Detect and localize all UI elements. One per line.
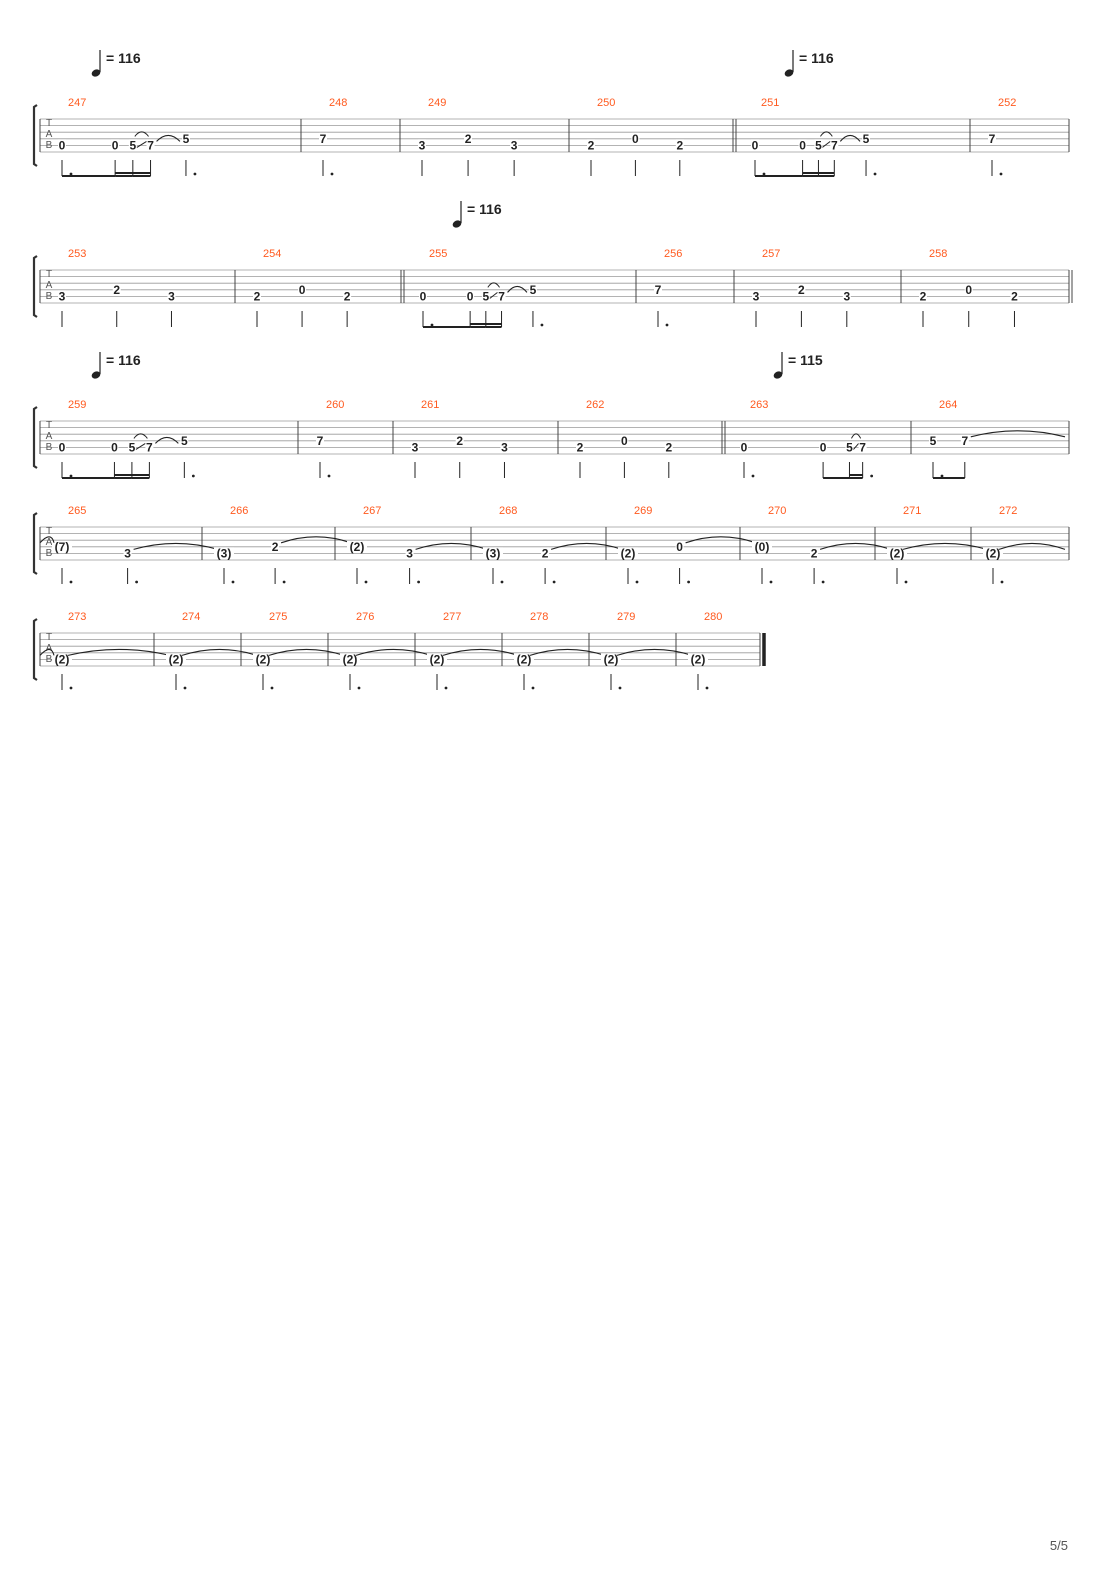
fret-number: 7 — [498, 289, 505, 304]
tab-system — [34, 201, 1072, 327]
rhythm-dot — [328, 475, 331, 478]
rhythm-dot — [70, 687, 73, 690]
rhythm-dot — [870, 475, 873, 478]
rhythm-dot — [1000, 173, 1003, 176]
fret-number: 2 — [456, 433, 464, 448]
fret-number: 0 — [466, 289, 474, 304]
rhythm-dot — [184, 687, 187, 690]
tab-clef-letter: T — [45, 526, 53, 537]
system-bracket — [34, 105, 37, 166]
rhythm-dot — [941, 475, 944, 478]
fret-number: 3 — [843, 289, 851, 304]
measure-number: 280 — [704, 611, 723, 623]
tab-note — [40, 649, 170, 690]
rhythm-dot — [431, 324, 434, 327]
tab-clef-letter: T — [45, 118, 53, 129]
tab-note — [887, 543, 987, 584]
measure-number: 251 — [761, 97, 780, 109]
tab-note — [601, 649, 692, 690]
tab-clef-letter: B — [45, 442, 53, 453]
tab-note — [253, 649, 344, 690]
fret-number: 2 — [343, 289, 351, 304]
tie-arc — [840, 135, 860, 141]
tab-note — [113, 283, 121, 327]
tab-note — [688, 652, 708, 690]
measure-number: 268 — [499, 505, 518, 517]
tab-system — [34, 611, 764, 690]
fret-number: 2 — [798, 282, 805, 297]
measure-number: 266 — [230, 505, 249, 517]
tab-note — [498, 286, 527, 327]
tab-note — [271, 537, 351, 584]
fret-number: 2 — [1011, 289, 1018, 304]
measure-number: 248 — [329, 97, 348, 109]
tab-system — [34, 50, 1069, 176]
tab-note — [214, 546, 234, 584]
fret-number: 3 — [168, 289, 175, 304]
fret-number: 7 — [830, 138, 838, 153]
fret-number: 2 — [919, 289, 927, 304]
measure-number: 249 — [428, 97, 447, 109]
tie-arc — [971, 431, 1065, 437]
fret-number: 3 — [510, 138, 518, 153]
tab-note — [124, 543, 218, 584]
tab-note — [541, 543, 622, 584]
measure-number: 255 — [429, 248, 448, 260]
tab-note — [1010, 289, 1018, 327]
fret-number: 3 — [411, 440, 419, 455]
tab-note — [500, 440, 508, 478]
tab-clef-letter: T — [45, 632, 53, 643]
rhythm-dot — [553, 581, 556, 584]
fret-number: 2 — [665, 440, 673, 455]
fret-number: 0 — [819, 440, 827, 455]
measure-number: 267 — [363, 505, 382, 517]
system-bracket — [34, 407, 37, 468]
fret-number: 7 — [859, 440, 866, 455]
tab-note — [665, 440, 673, 478]
measure-number: 261 — [421, 399, 440, 411]
tempo-value: = 116 — [106, 50, 141, 66]
tab-clef-letter: A — [45, 431, 53, 442]
fret-number: 7 — [316, 433, 324, 448]
rhythm-dot — [619, 687, 622, 690]
tempo-value: = 116 — [106, 352, 141, 368]
measure-number: 274 — [182, 611, 201, 623]
tab-note — [587, 138, 595, 176]
rhythm-dot — [770, 581, 773, 584]
measure-number: 250 — [597, 97, 616, 109]
fret-number: 5 — [128, 440, 136, 455]
tab-note — [843, 289, 851, 327]
tie-arc — [157, 135, 180, 141]
fret-number: 0 — [676, 539, 683, 554]
tab-clef-letter: B — [45, 140, 53, 151]
rhythm-dot — [70, 581, 73, 584]
fret-number: 3 — [418, 138, 426, 153]
fret-number: 0 — [58, 440, 66, 455]
tab-note — [983, 543, 1065, 584]
measure-number: 278 — [530, 611, 549, 623]
rhythm-dot — [365, 581, 368, 584]
rhythm-dot — [192, 475, 195, 478]
fret-number: 0 — [298, 282, 306, 297]
tab-note — [418, 138, 426, 176]
measure-number: 256 — [664, 248, 683, 260]
rhythm-dot — [358, 687, 361, 690]
rhythm-dot — [283, 581, 286, 584]
rhythm-dot — [541, 324, 544, 327]
tempo-marking — [783, 50, 833, 78]
tab-note — [859, 440, 873, 478]
fret-number: (7) — [54, 539, 70, 554]
tab-note — [253, 289, 261, 327]
tab-note — [752, 540, 772, 584]
tab-clef-letter: T — [45, 269, 53, 280]
rhythm-dot — [666, 324, 669, 327]
fret-number: 2 — [464, 131, 472, 146]
measure-number: 253 — [68, 248, 87, 260]
fret-number: 2 — [810, 546, 818, 561]
tab-note — [167, 289, 175, 327]
rhythm-dot — [687, 581, 690, 584]
tab-clef-letter: A — [45, 129, 53, 140]
rhythm-dot — [445, 687, 448, 690]
tab-clef-letter: B — [45, 291, 53, 302]
tab-system — [34, 505, 1069, 584]
tempo-value: = 116 — [467, 201, 502, 217]
tab-note — [830, 135, 860, 176]
rhythm-dot — [501, 581, 504, 584]
fret-number: (2) — [349, 539, 365, 554]
measure-number: 273 — [68, 611, 87, 623]
fret-number: 5 — [929, 433, 937, 448]
tab-clef-letter: A — [45, 643, 53, 654]
fret-number: 0 — [751, 138, 759, 153]
slide-line — [853, 443, 858, 449]
tab-system — [34, 352, 1069, 478]
system-bracket — [34, 619, 37, 680]
measure-number: 271 — [903, 505, 922, 517]
rhythm-dot — [1001, 581, 1004, 584]
fret-number: (2) — [603, 652, 619, 667]
slide-line — [822, 141, 830, 147]
measure-number: 264 — [939, 399, 958, 411]
fret-number: 3 — [406, 546, 413, 561]
fret-number: (2) — [516, 652, 532, 667]
tab-note — [810, 543, 891, 584]
fret-number: (2) — [620, 546, 636, 561]
fret-number: 3 — [752, 289, 760, 304]
tab-note — [676, 537, 756, 584]
tab-note — [965, 283, 973, 327]
measure-number: 258 — [929, 248, 948, 260]
tempo-value: = 116 — [799, 50, 834, 66]
fret-number: 0 — [965, 282, 973, 297]
rhythm-dot — [70, 475, 73, 478]
page-number: 5/5 — [1049, 1538, 1068, 1553]
fret-number: (0) — [754, 539, 770, 554]
fret-number: 5 — [182, 131, 190, 146]
tab-note — [797, 283, 805, 327]
tab-note — [740, 440, 754, 478]
measure-number: 257 — [762, 248, 781, 260]
fret-number: (2) — [889, 546, 905, 561]
fret-number: 5 — [129, 138, 137, 153]
tab-note — [456, 434, 464, 478]
measure-number: 252 — [998, 97, 1017, 109]
slide-line — [490, 292, 498, 298]
fret-number: 0 — [740, 440, 748, 455]
tab-note — [58, 289, 66, 327]
fret-number: 2 — [576, 440, 584, 455]
tab-note — [510, 138, 518, 176]
fret-number: 2 — [541, 546, 549, 561]
rhythm-dot — [752, 475, 755, 478]
fret-number: 2 — [587, 138, 595, 153]
fret-number: (2) — [429, 652, 445, 667]
fret-number: 3 — [124, 546, 131, 561]
tab-note — [919, 289, 927, 327]
rhythm-dot — [636, 581, 639, 584]
fret-number: (2) — [690, 652, 706, 667]
rhythm-dot — [706, 687, 709, 690]
tempo-marking — [90, 352, 140, 380]
fret-number: 5 — [482, 289, 490, 304]
tempo-marking — [772, 352, 822, 380]
measure-number: 247 — [68, 97, 87, 109]
measure-number: 279 — [617, 611, 636, 623]
fret-number: 5 — [846, 440, 853, 455]
tab-note — [411, 440, 419, 478]
rhythm-dot — [874, 173, 877, 176]
tab-note — [483, 546, 503, 584]
tab-note — [298, 283, 306, 327]
tab-note — [576, 440, 584, 478]
fret-number: 0 — [111, 440, 118, 455]
fret-number: 0 — [419, 289, 427, 304]
fret-number: 2 — [676, 138, 684, 153]
fret-number: 0 — [799, 138, 806, 153]
tab-note — [347, 540, 367, 584]
tab-note — [620, 434, 628, 478]
fret-number: 0 — [632, 131, 639, 146]
tab-note — [340, 649, 431, 690]
tab-note — [427, 649, 518, 690]
fret-number: 3 — [501, 440, 508, 455]
tab-note — [147, 135, 180, 176]
tab-note — [406, 543, 487, 584]
tab-note — [752, 289, 760, 327]
measure-number: 265 — [68, 505, 87, 517]
fret-number: (2) — [985, 546, 1001, 561]
tab-note — [631, 132, 639, 176]
fret-number: 2 — [113, 282, 121, 297]
tab-note — [751, 138, 803, 176]
fret-number: 2 — [271, 539, 279, 554]
measure-number: 260 — [326, 399, 345, 411]
fret-number: (2) — [342, 652, 358, 667]
tab-note — [145, 437, 178, 478]
tab-clef-letter: B — [45, 654, 53, 665]
rhythm-dot — [271, 687, 274, 690]
fret-number: (2) — [255, 652, 271, 667]
fret-number: (2) — [54, 652, 70, 667]
tab-note — [514, 649, 605, 690]
tempo-marking — [451, 201, 501, 229]
system-bracket — [34, 513, 37, 574]
rhythm-dot — [232, 581, 235, 584]
measure-number: 259 — [68, 399, 87, 411]
tab-note — [58, 138, 115, 176]
measure-number: 269 — [634, 505, 653, 517]
fret-number: 7 — [146, 440, 153, 455]
tab-clef-letter: T — [45, 420, 53, 431]
measure-number: 254 — [263, 248, 282, 260]
rhythm-dot — [532, 687, 535, 690]
tab-note — [343, 289, 351, 327]
slide-line — [137, 141, 147, 147]
measure-number: 276 — [356, 611, 375, 623]
tab-note — [419, 289, 470, 327]
fret-number: (3) — [216, 546, 232, 561]
fret-number: 7 — [654, 282, 662, 297]
measure-number: 270 — [768, 505, 787, 517]
measure-number: 277 — [443, 611, 462, 623]
measure-number: 275 — [269, 611, 288, 623]
tab-note — [464, 132, 472, 176]
fret-number: 5 — [180, 433, 188, 448]
rhythm-dot — [417, 581, 420, 584]
rhythm-dot — [70, 173, 73, 176]
tab-note — [166, 649, 257, 690]
rhythm-dot — [763, 173, 766, 176]
slide-line — [136, 443, 145, 449]
measure-number: 262 — [586, 399, 605, 411]
tab-note — [58, 440, 114, 478]
tab-note — [618, 546, 638, 584]
rhythm-dot — [194, 173, 197, 176]
tab-note — [676, 138, 684, 176]
fret-number: 5 — [815, 138, 822, 153]
fret-number: 7 — [988, 131, 996, 146]
fret-number: 3 — [58, 289, 66, 304]
fret-number: 5 — [862, 131, 870, 146]
fret-number: 5 — [529, 282, 537, 297]
fret-number: 0 — [621, 433, 628, 448]
measure-number: 263 — [750, 399, 769, 411]
rhythm-dot — [905, 581, 908, 584]
tab-clef-letter: A — [45, 280, 53, 291]
tab-clef-letter: A — [45, 537, 53, 548]
fret-number: 0 — [58, 138, 66, 153]
tempo-marking — [90, 50, 140, 78]
fret-number: 2 — [253, 289, 261, 304]
system-bracket — [34, 256, 37, 317]
fret-number: 7 — [147, 138, 154, 153]
rhythm-dot — [135, 581, 138, 584]
tempo-value: = 115 — [788, 352, 823, 368]
tab-note — [819, 440, 849, 478]
rhythm-dot — [331, 173, 334, 176]
tab-clef-letter: B — [45, 548, 53, 559]
fret-number: 7 — [961, 433, 969, 448]
fret-number: 7 — [319, 131, 327, 146]
fret-number: (2) — [168, 652, 184, 667]
fret-number: (3) — [485, 546, 501, 561]
fret-number: 0 — [111, 138, 119, 153]
rhythm-dot — [822, 581, 825, 584]
measure-number: 272 — [999, 505, 1018, 517]
